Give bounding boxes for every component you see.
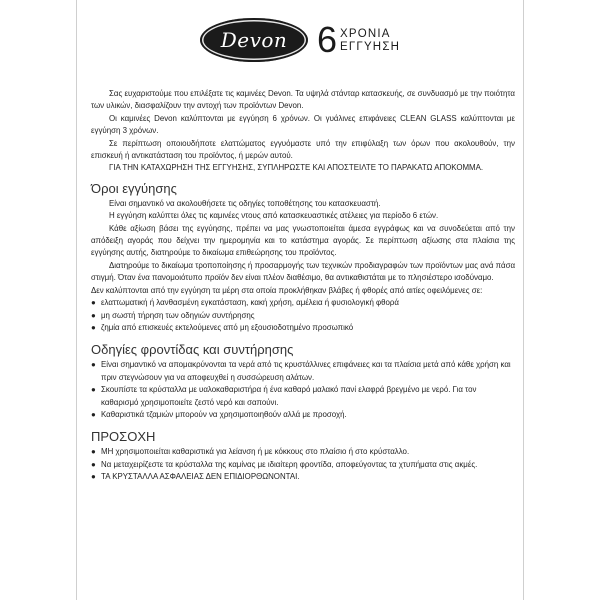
- list-item: [91, 384, 515, 409]
- list-item-text: Καθαριστικά τζαμιών μπορούν να χρησιμοποιηθούν αλλά με προσοχή.: [101, 409, 347, 419]
- list-item: [91, 297, 515, 309]
- list-item-text: Να μεταχειρίζεστε τα κρύσταλλα της καμίνας με ιδιαίτερη φροντίδα, αποφεύγοντας τα χτυπήματα στις ακμές.: [101, 459, 478, 469]
- terms-paragraph: Κάθε αξίωση βάσει της εγγύησης, πρέπει να μας γνωστοποιείται άμεσα εγγράφως και να συνοδεύεται από την απόδειξη αγοράς που δείχνει την ημερομηνία και το κατάστημα αγοράς. Σε περίπτωση αξίωσης στα πλαίσια της εγγύησης αυτής, διατηρούμε το δικαίωμα επιθεώρησης του προϊόντος.: [91, 223, 515, 258]
- list-item: [91, 446, 515, 458]
- bullet-icon: ●: [91, 298, 96, 308]
- devon-logo: [200, 18, 308, 62]
- warranty-label: ΕΓΓΥΗΣΗ: [340, 41, 401, 53]
- list-item: [91, 459, 515, 471]
- intro-paragraph: Σε περίπτωση οποιουδήποτε ελαττώματος εγγυόμαστε υπό την επιφύλαξη των όρων που ακολουθούν, την επισκευή ή αντικατάσταση του προϊόντος, ή μερών αυτού.: [91, 138, 515, 161]
- list-item-text: ΤΑ ΚΡΥΣΤΑΛΛΑ ΑΣΦΑΛΕΙΑΣ ΔΕΝ ΕΠΙΔΙΟΡΘΩΝΟΝΤΑΙ.: [101, 472, 300, 482]
- intro-paragraph: Σας ευχαριστούμε που επιλέξατε τις καμινέες Devon. Τα υψηλά στάνταρ κατασκευής, σε συνδυασμό με την ποιότητα των υλικών, διασφαλίζουν την αντοχή των προϊόντων Devon.: [91, 89, 515, 111]
- document-body: [91, 88, 515, 484]
- warranty-years-number: 6: [317, 19, 338, 60]
- terms-title: Όροι εγγύησης: [91, 180, 177, 196]
- list-item-text: Είναι σημαντικό να απομακρύνονται τα νερά από τις κρυστάλλινες επιφάνειες και τα πλαίσια μετά από κάθε χρήση και πριν στεγνώσουν για να αποφευχθεί η συσσώρευση αλάτων.: [101, 360, 511, 382]
- list-item-text: Σκουπίστε τα κρύσταλλα με υαλοκαθαριστήρα ή ένα καθαρό μαλακό πανί ελαφρά βρεγμένο με νερό. Για τον καθαρισμό χρησιμοποιείτε ζεστό νερό και σαπούνι.: [101, 385, 477, 407]
- document-page: [76, 0, 524, 600]
- bullet-icon: ●: [91, 447, 96, 457]
- list-item: [91, 359, 515, 384]
- terms-paragraph: Διατηρούμε το δικαίωμα τροποποίησης ή προσαρμογής των τεχνικών προδιαγραφών των προϊόντων μας ανά πάσα στιγμή. Όταν ένα πανομοιότυπο προϊόν δεν είναι πλέον διαθέσιμο, θα αντικαθιστάται με το πλησιέστερο ισοδύναμο.: [91, 260, 515, 283]
- caution-title: ΠΡΟΣΟΧΗ: [91, 429, 156, 445]
- list-item: [91, 310, 515, 322]
- list-item: [91, 409, 515, 421]
- warranty-years-label: ΧΡΟΝΙΑ: [340, 28, 391, 40]
- brand-name: Devon: [220, 28, 288, 52]
- header: [77, 18, 525, 68]
- exclusions-intro: Δεν καλύπτονται από την εγγύηση τα μέρη στα οποία προκλήθηκαν βλάβες ή φθορές από αιτίες οφειλόμενες σε:: [91, 285, 483, 295]
- bullet-icon: ●: [91, 472, 96, 482]
- list-item-text: ζημία από επισκευές εκτελούμενες από μη εξουσιοδοτημένο προσωπικό: [101, 322, 354, 332]
- list-item-text: μη σωστή τήρηση των οδηγιών συντήρησης: [101, 310, 255, 320]
- list-item: [91, 471, 515, 483]
- list-item-text: ΜΗ χρησιμοποιείται καθαριστικά για λείανση ή με κόκκους στο πλαίσιο ή στο κρύσταλλο.: [101, 447, 410, 457]
- terms-paragraph: Η εγγύηση καλύπτει όλες τις καμινέες ντους από κατασκευαστικές ατέλειες για περίοδο 6 ετών.: [109, 211, 439, 221]
- bullet-icon: ●: [91, 360, 96, 370]
- care-title: Οδηγίες φροντίδας και συντήρησης: [91, 342, 294, 358]
- list-item-text: ελαττωματική ή λανθασμένη εγκατάσταση, κακή χρήση, αμέλεια ή φυσιολογική φθορά: [101, 298, 399, 308]
- bullet-icon: ●: [91, 322, 96, 332]
- intro-paragraph: Οι καμινέες Devon καλύπτονται με εγγύηση 6 χρόνων. Οι γυάλινες επιφάνειες CLEAN GLASS καλύπτονται με εγγύηση 3 χρόνων.: [91, 113, 515, 136]
- list-item: [91, 322, 515, 334]
- bullet-icon: ●: [91, 310, 96, 320]
- bullet-icon: ●: [91, 409, 96, 419]
- bullet-icon: ●: [91, 385, 96, 395]
- terms-paragraph: Είναι σημαντικό να ακολουθήσετε τις οδηγίες τοποθέτησης του κατασκευαστή.: [109, 198, 381, 208]
- registration-notice: ΓΙΑ ΤΗΝ ΚΑΤΑΧΩΡΗΣΗ ΤΗΣ ΕΓΓΥΗΣΗΣ, ΣΥΠΛΗΡΩΣΤΕ ΚΑΙ ΑΠΟΣΤΕΙΛΤΕ ΤΟ ΠΑΡΑΚΑΤΩ ΑΠΟΚΟΜΜΑ.: [109, 163, 484, 173]
- bullet-icon: ●: [91, 459, 96, 469]
